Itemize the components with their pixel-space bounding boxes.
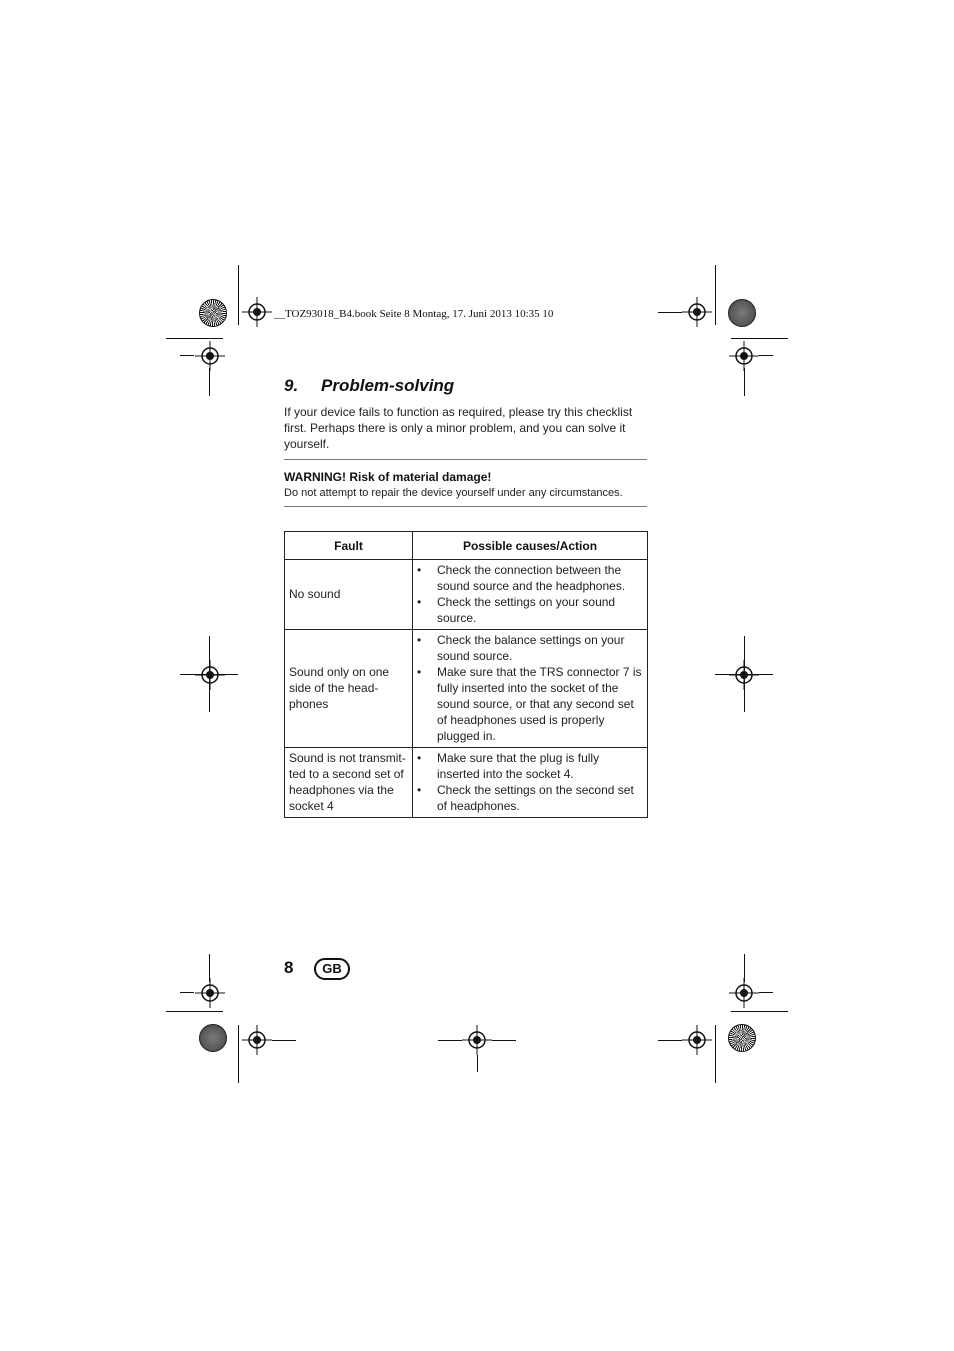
table-header-row: [285, 532, 648, 560]
book-file-info: __TOZ93018_B4.book Seite 8 Montag, 17. Juni 2013 10:35 10: [274, 308, 554, 320]
table-row: [285, 748, 648, 818]
warning-text: Do not attempt to repair the device yourself under any circumstances.: [284, 487, 623, 499]
fault-cell: Sound only on one side of the head-phones: [285, 630, 413, 748]
registration-mark-icon: [682, 1025, 712, 1055]
section-title: Problem-solving: [321, 376, 455, 395]
color-bar-icon: [199, 299, 227, 327]
list-item: • Check the balance settings on your sound source.: [417, 633, 625, 663]
action-text: Check the balance settings on your sound source.: [437, 633, 625, 663]
action-cell: [413, 560, 648, 630]
action-list: [413, 562, 647, 626]
registration-mark-icon: [242, 297, 272, 327]
column-header-fault: Fault: [285, 532, 413, 560]
registration-mark-icon: [195, 978, 225, 1008]
action-text: Make sure that the plug is fully inserted into the socket 4.: [437, 751, 600, 781]
list-item: • Check the connection between the sound source and the headphones.: [417, 563, 626, 593]
action-list: [413, 750, 647, 814]
action-cell: [413, 630, 648, 748]
list-item: • Make sure that the plug is fully inserted into the socket 4.: [417, 751, 600, 781]
language-badge: GB: [314, 958, 350, 980]
list-item: • Check the settings on the second set of headphones.: [417, 783, 634, 813]
color-bar-icon: [728, 1024, 756, 1052]
action-list: [413, 632, 647, 744]
fault-cell: Sound is not transmit-ted to a second set of headphones via the socket 4: [285, 748, 413, 818]
troubleshooting-table: [284, 531, 648, 818]
table-row: [285, 560, 648, 630]
registration-mark-icon: [195, 341, 225, 371]
intro-paragraph: If your device fails to function as required, please try this checklist first. Perhaps there is only a minor problem, and you can solve it yourself.: [284, 405, 633, 451]
registration-mark-icon: [729, 660, 759, 690]
section-heading: [284, 376, 454, 396]
divider: [284, 459, 647, 460]
warning-title: WARNING! Risk of material damage!: [284, 470, 492, 484]
action-text: Check the settings on your sound source.: [437, 595, 616, 625]
registration-mark-icon: [462, 1025, 492, 1055]
page-number: 8: [284, 958, 294, 977]
registration-mark-icon: [195, 660, 225, 690]
list-item: • Check the settings on your sound source.: [417, 595, 616, 625]
action-text: Check the settings on the second set of headphones.: [437, 783, 634, 813]
fault-cell: No sound: [285, 560, 413, 630]
column-header-action: Possible causes/Action: [413, 532, 648, 560]
registration-mark-icon: [682, 297, 712, 327]
registration-mark-icon: [729, 341, 759, 371]
table-row: [285, 630, 648, 748]
registration-mark-icon: [729, 978, 759, 1008]
color-bar-icon: [728, 299, 756, 327]
action-text: Make sure that the TRS connector 7 is fully inserted into the socket of the sound source, or that any second set of headphones used is properly plugged in.: [437, 665, 642, 743]
action-text: Check the connection between the sound source and the headphones.: [437, 563, 626, 593]
action-cell: [413, 748, 648, 818]
registration-mark-icon: [242, 1025, 272, 1055]
section-number: 9.: [284, 376, 299, 395]
divider: [284, 506, 647, 507]
list-item: • Make sure that the TRS connector 7 is fully inserted into the socket of the sound source, or that any second set of headphones used is properly plugged in.: [417, 665, 642, 743]
color-bar-icon: [199, 1024, 227, 1052]
